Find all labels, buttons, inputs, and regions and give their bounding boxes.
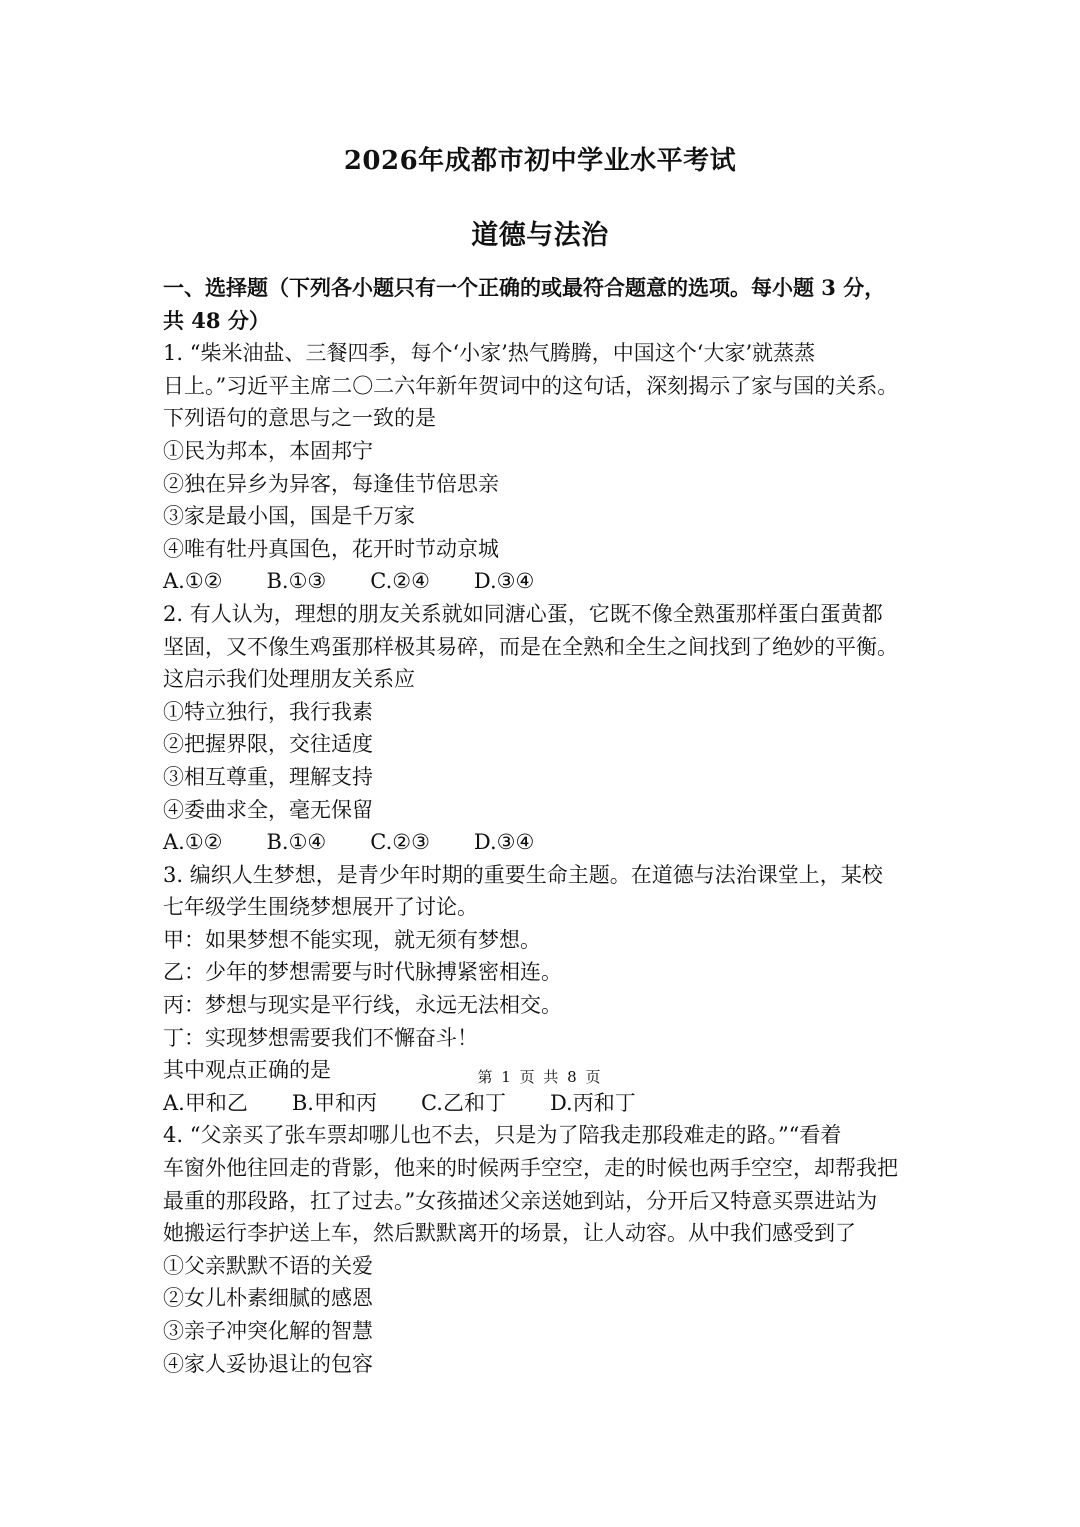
- question-2: [163, 598, 923, 859]
- question-item: ①父亲默默不语的关爱: [163, 1253, 373, 1278]
- question-stem-line: 坚固，又不像生鸡蛋那样极其易碎，而是在全熟和全生之间找到了绝妙的平衡。: [163, 634, 898, 659]
- option-c: C.乙和丁: [420, 1090, 506, 1115]
- question-stem-line: 车窗外他往回走的背影，他来的时候两手空空，走的时候也两手空空，却帮我把: [163, 1156, 898, 1181]
- question-stem-line: 4. “父亲买了张车票却哪儿也不去，只是为了陪我走那段难走的路。”“看着: [163, 1123, 842, 1148]
- option-a: A.①②: [163, 569, 223, 594]
- question-item: 甲：如果梦想不能实现，就无须有梦想。: [163, 927, 541, 952]
- option-c: C.②④: [370, 569, 430, 594]
- option-a: A.①②: [163, 830, 223, 855]
- question-1: [163, 337, 923, 598]
- question-stem-line: 她搬运行李护送上车，然后默默离开的场景，让人动容。从中我们感受到了: [163, 1221, 856, 1246]
- question-item: ①特立独行，我行我素: [163, 699, 373, 724]
- option-c: C.②③: [370, 830, 430, 855]
- question-item: ③相互尊重，理解支持: [163, 764, 373, 789]
- page-number: 第 1 页 共 8 页: [477, 1068, 603, 1086]
- option-b: B.①③: [266, 569, 327, 594]
- option-a: A.甲和乙: [163, 1090, 248, 1115]
- answer-options: [163, 1087, 923, 1120]
- question-item: ①民为邦本，本固邦宁: [163, 438, 373, 463]
- answer-options: [163, 565, 923, 598]
- question-item: ②把握界限，交往适度: [163, 732, 373, 757]
- question-stem-line: 1. “柴米油盐、三餐四季，每个‘小家’热气腾腾，中国这个‘大家’就蒸蒸: [163, 341, 816, 366]
- question-item: ④委曲求全，毫无保留: [163, 797, 373, 822]
- exam-content: [163, 272, 923, 1380]
- question-stem-line: 最重的那段路，扛了过去。”女孩描述父亲送她到站，分开后又特意买票进站为: [163, 1188, 878, 1213]
- option-d: D.③④: [473, 569, 535, 594]
- question-stem-line: 3. 编织人生梦想，是青少年时期的重要生命主题。在道德与法治课堂上，某校: [163, 862, 883, 887]
- option-b: B.甲和丙: [291, 1090, 377, 1115]
- option-b: B.①④: [266, 830, 327, 855]
- answer-options: [163, 826, 923, 859]
- question-stem-line: 日上。”习近平主席二〇二六年新年贺词中的这句话，深刻揭示了家与国的关系。: [163, 373, 899, 398]
- option-d: D.丙和丁: [549, 1090, 636, 1115]
- subject-title: 道德与法治: [471, 220, 609, 251]
- question-item: 丙：梦想与现实是平行线，永远无法相交。: [163, 993, 562, 1018]
- section-heading-line-2: 共 48 分）: [163, 307, 270, 333]
- question-prompt: 其中观点正确的是: [163, 1058, 331, 1083]
- question-stem-line: 七年级学生围绕梦想展开了讨论。: [163, 895, 478, 920]
- question-item: ②独在异乡为异客，每逢佳节倍思亲: [163, 471, 499, 496]
- question-item: ④家人妥协退让的包容: [163, 1351, 373, 1376]
- question-item: ③亲子冲突化解的智慧: [163, 1319, 373, 1343]
- question-item: 丁：实现梦想需要我们不懈奋斗！: [163, 1025, 478, 1050]
- question-item: ②女儿朴素细腻的感恩: [163, 1286, 373, 1311]
- question-4: [163, 1119, 923, 1380]
- question-stem-line: 2. 有人认为，理想的朋友关系就如同溏心蛋，它既不像全熟蛋那样蛋白蛋黄都: [163, 601, 883, 626]
- question-item: ③家是最小国，国是千万家: [163, 504, 415, 529]
- option-d: D.③④: [473, 830, 535, 855]
- question-item: ④唯有牡丹真国色，花开时节动京城: [163, 536, 499, 561]
- question-stem-line: 这启示我们处理朋友关系应: [163, 667, 415, 692]
- section-heading-line-1: 一、选择题（下列各小题只有一个正确的或最符合题意的选项。每小题 3 分，: [163, 275, 886, 300]
- exam-title: 2026年成都市初中学业水平考试: [343, 146, 737, 176]
- question-stem-line: 下列语句的意思与之一致的是: [163, 406, 436, 431]
- question-item: 乙：少年的梦想需要与时代脉搏紧密相连。: [163, 960, 562, 985]
